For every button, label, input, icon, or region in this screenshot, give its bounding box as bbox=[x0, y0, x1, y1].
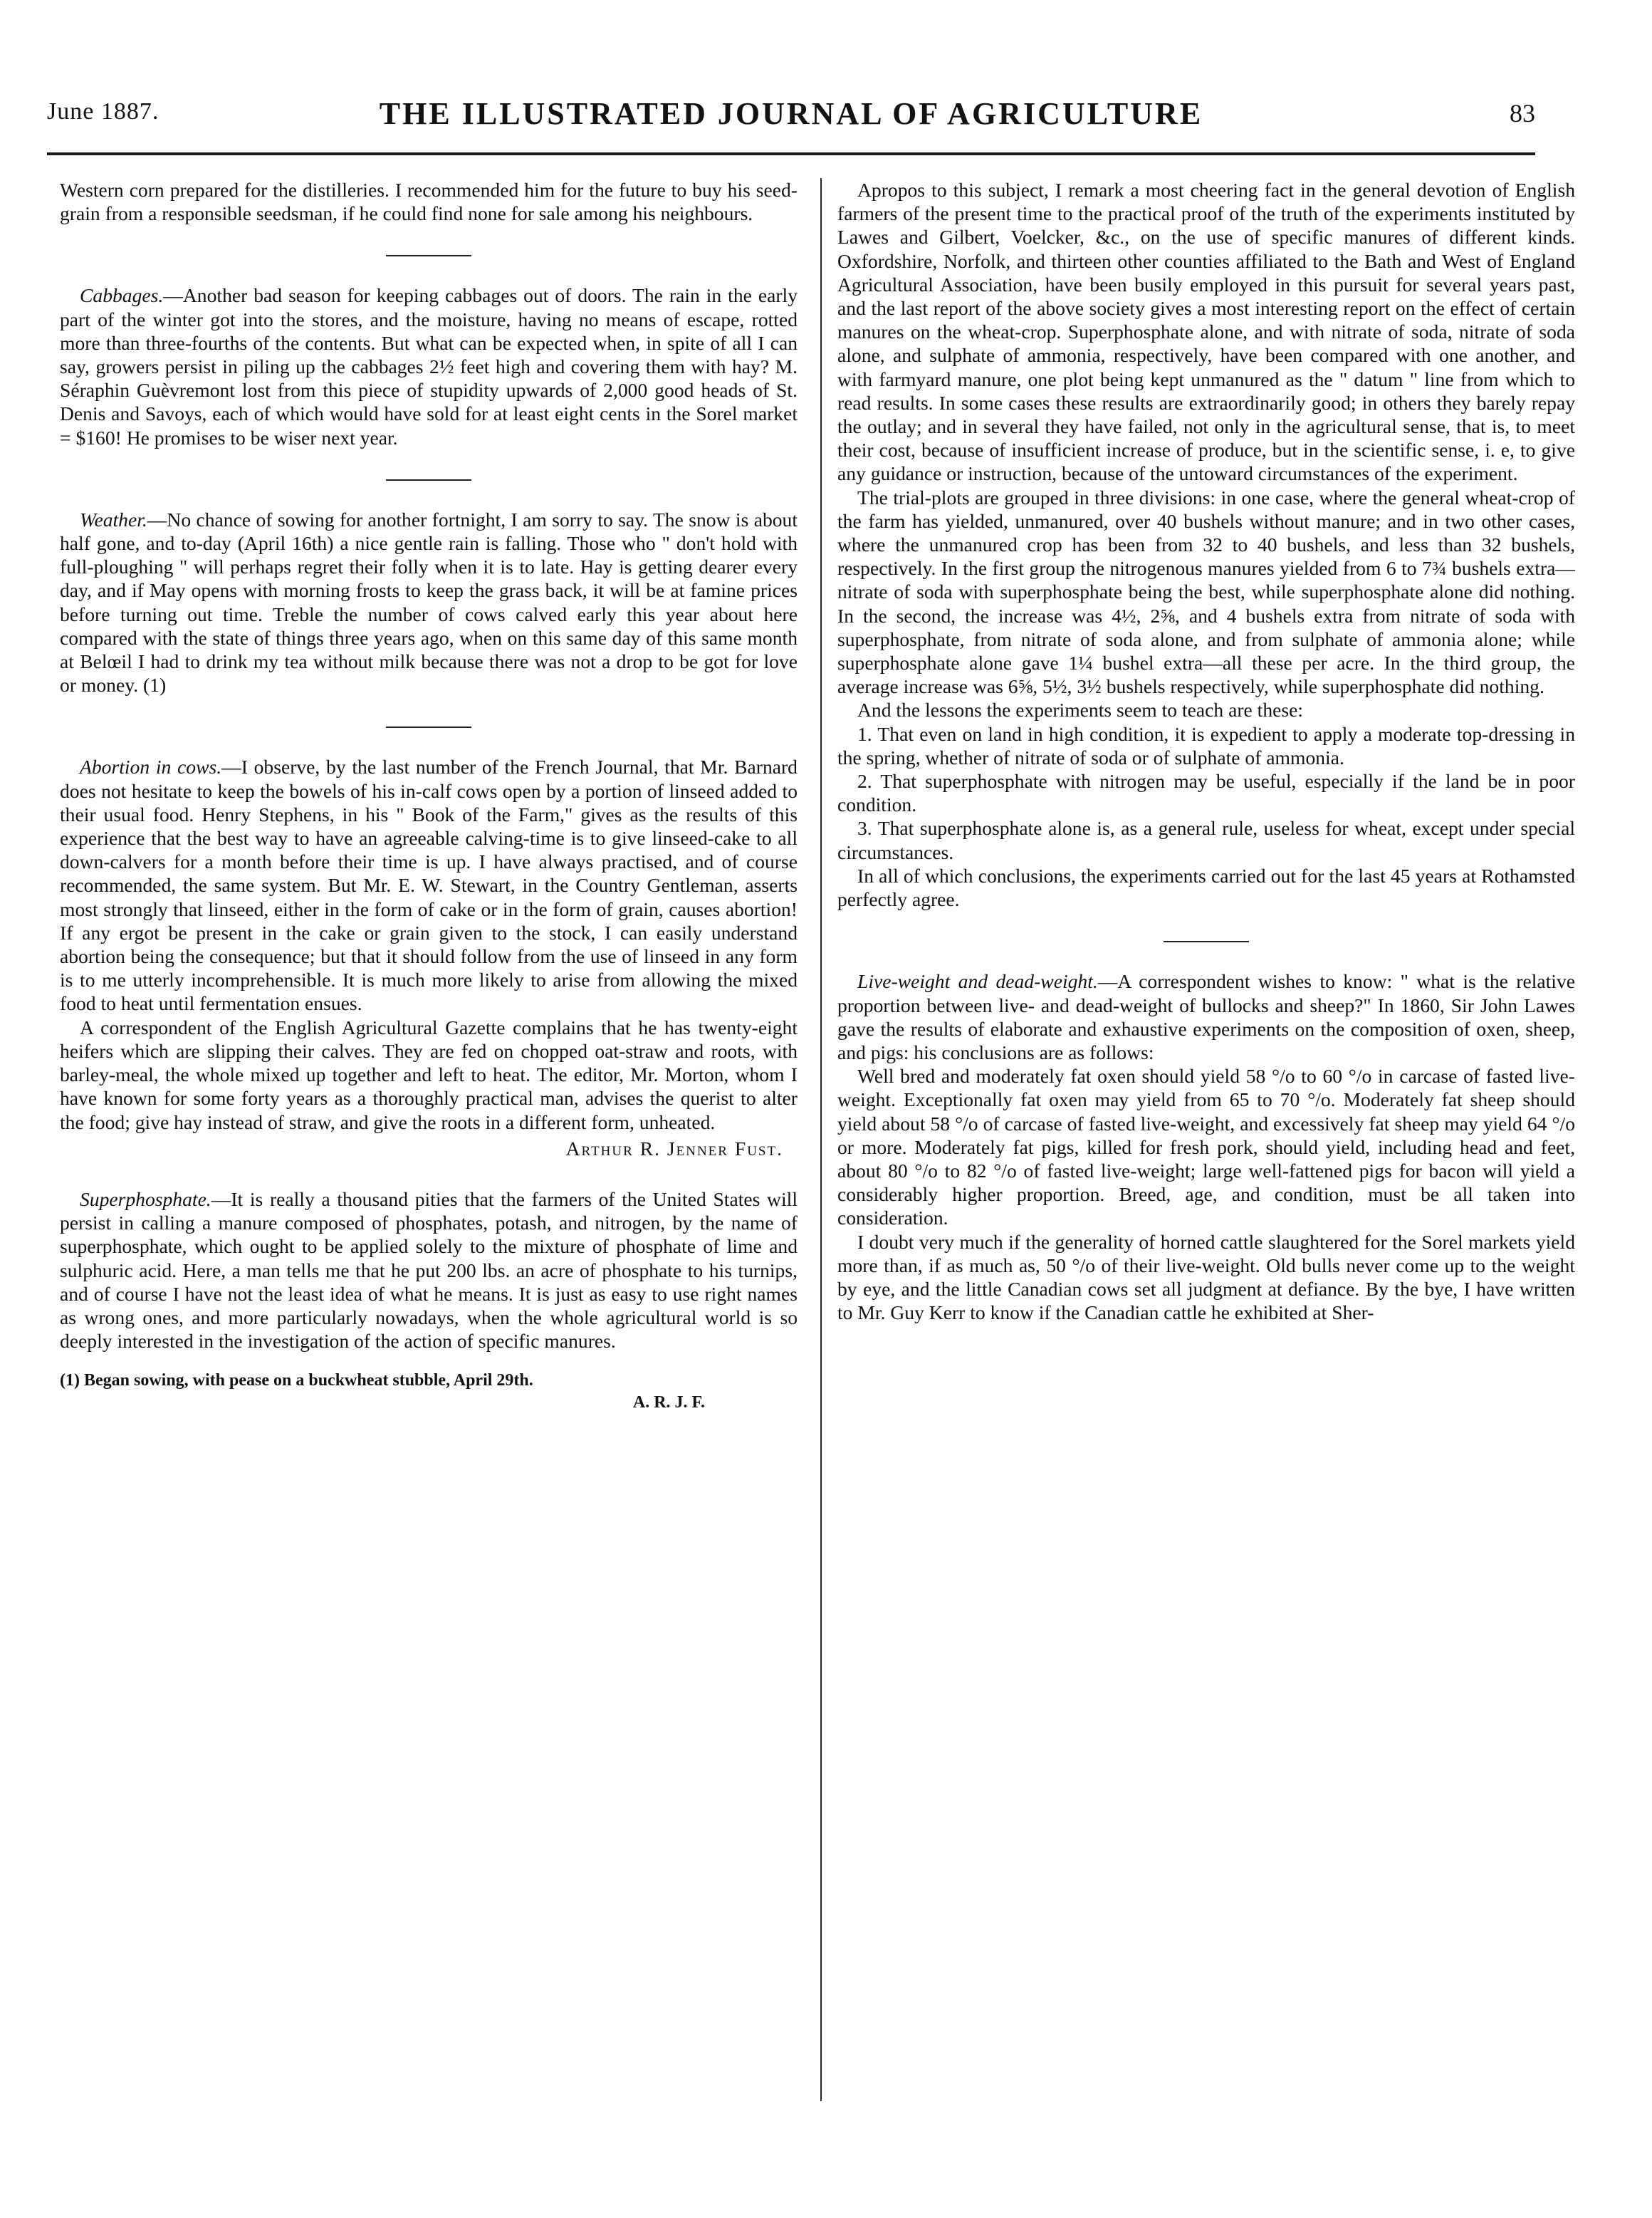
section-separator bbox=[386, 727, 471, 728]
abortion-heading: Abortion in cows. bbox=[80, 756, 222, 779]
author-signature: Arthur R. Jenner Fust. bbox=[565, 1137, 783, 1160]
weather-paragraph bbox=[60, 508, 798, 697]
apropos-paragraph: Apropos to this subject, I remark a most cheering fact in the general devotion of English farmers of the present time to the practical proof of the truth of the experiments instituted by Lawes and Gilbert, Voelcker, &c., on the use of specific manures of different kinds. Oxfordshire, Norfolk, and thirteen other counties affiliated to the Bath and West of England Agricultural Association, have been busily employed in this pursuit for several years past, and the last report of the above society gives a most interesting report on the effect of certain manures on the wheat-crop. Superphosphate alone, and with nitrate of soda, nitrate of soda alone, and sulphate of ammonia, respectively, have been compared with one another, and with farmyard manure, one plot being kept unmanured as the " datum " line from which to read results. In some cases these results are extraordinarily good; in others they barely repay the outlay; and in several they have failed, not only in the agricultural sense, that is, to meet their cost, because of insufficient increase of produce, but in the scientific sense, i. e, to give any guidance or instruction, because of the untoward circumstances of the experiment. bbox=[837, 179, 1575, 485]
cabbages-paragraph bbox=[60, 283, 798, 449]
lessons-list bbox=[837, 698, 1575, 863]
header-rule bbox=[47, 152, 1535, 155]
lesson-item: 1. That even on land in high condition, it is expedient to apply a moderate top-dressing in the spring, whether of nitrate of soda or of sulphate of ammonia. bbox=[837, 722, 1575, 769]
abortion-paragraph bbox=[60, 755, 798, 1015]
conclusions-paragraph: In all of which conclusions, the experiments carried out for the last 45 years at Rothamsted perfectly agree. bbox=[837, 864, 1575, 911]
issue-date: June 1887. bbox=[47, 98, 160, 125]
lessons-intro: And the lessons the experiments seem to teach are these: bbox=[857, 699, 1304, 722]
wellbred-paragraph: Well bred and moderately fat oxen should yield 58 °/o to 60 °/o in carcase of fasted live-weight. Exceptionally fat oxen may yield from 65 to 70 °/o. Moderately fat sheep should yield about 58 °/o of carcase of fasted live-weight, and excessively fat sheep may yield 64 °/o or more. Moderately fat pigs, killed for fresh pork, should yield, including head and feet, about 80 °/o to 82 °/o of fasted live-weight; large well-fattened pigs for bacon will yield a considerably higher proportion. Breed, age, and condition, must be all taken into consideration. bbox=[837, 1065, 1575, 1229]
intro-paragraph: Western corn prepared for the distilleries. I recommended him for the future to buy his seed-grain from a responsible seedsman, if he could find none for sale among his neighbours. bbox=[60, 179, 798, 225]
weather-heading: Weather. bbox=[80, 508, 147, 531]
trial-plots-paragraph: The trial-plots are grouped in three divisions: in one case, where the general wheat-crop of the farm has yielded, unmanured, over 40 bushels without manure; and in two other cases, where the unmanured crop has been from 32 to 40 bushels, and less than 32 bushels, respectively. In the first group the nitrogenous manures yielded from 6 to 7¾ bushels extra—nitrate of soda with superphosphate being the best, while superphosphate alone did nothing. In the second, the increase was 4½, 2⅝, and 4 bushels extra from nitrate of soda with superphosphate, from nitrate of soda alone, and from sulphate of ammonia alone; while superphosphate alone gave 1¼ bushel extra—all these per acre. In the third group, the average increase was 6⅝, 5½, 3½ bushels respectively, while superphosphate did nothing. bbox=[837, 486, 1575, 698]
section-separator bbox=[1164, 941, 1249, 942]
journal-title: THE ILLUSTRATED JOURNAL OF AGRICULTURE bbox=[379, 96, 1203, 131]
superphosphate-heading: Superphosphate. bbox=[80, 1187, 211, 1210]
doubt-paragraph: I doubt very much if the generality of horned cattle slaughtered for the Sorel markets yield more than, if as much as, 50 °/o of their live-weight. Old bulls never come up to the weight by eye, and the little Canadian cows set all judgment at defiance. By the bye, I have written to Mr. Guy Kerr to know if the Canadian cattle he exhibited at Sher- bbox=[837, 1230, 1575, 1324]
page-header bbox=[47, 91, 1535, 134]
liveweight-heading: Live-weight and dead-weight. bbox=[857, 970, 1098, 993]
cabbages-body: —Another bad season for keeping cabbages out of doors. The rain in the early part of the winter got into the stores, and the moisture, having no means of escape, rotted more than three-fourths of the contents. But what can be expected when, in spite of all I can say, growers persist in piling up the cabbages 2½ feet high and covering them with hay? M. Séraphin Guèvremont lost from this piece of stupidity upwards of 2,000 good heads of St. Denis and Savoys, each of which would have sold for at least eight cents in the Sorel market = $160! He promises to be wiser next year. bbox=[60, 284, 798, 449]
column-divider bbox=[820, 178, 822, 2101]
page-number: 83 bbox=[1510, 99, 1535, 127]
liveweight-paragraph bbox=[837, 969, 1575, 1064]
section-separator bbox=[386, 479, 471, 481]
lesson-item: 3. That superphosphate alone is, as a general rule, useless for wheat, except under special circumstances. bbox=[837, 817, 1575, 863]
abortion-body: —I observe, by the last number of the French Journal, that Mr. Barnard does not hesitate to keep the bowels of his in-calf cows open by a portion of linseed added to their usual food. Henry Stephens, in his " Book of the Farm," gives as the results of this experience that the best way to have an agreeable calving-time is to give linseed-cake to all down-calvers for a month before their time is up. I have always practised, and of course recommended, the same system. But Mr. E. W. Stewart, in the Country Gentleman, asserts most strongly that linseed, either in the form of cake or in the form of grain, causes abortion! If any ergot be present in the cake or grain given to the stock, I can easily understand abortion being the consequence; but that it should follow from the use of linseed in any form is to me utterly incomprehensible. It is much more likely to arise from allowing the mixed food to heat until fermentation ensues. bbox=[60, 756, 798, 1015]
liveweight-body: —A correspondent wishes to know: " what is the relative proportion between live- and dead-weight of bullocks and sheep?" In 1860, Sir John Lawes gave the results of elaborate and exhaustive experiments on the composition of oxen, sheep, and pigs: his conclusions are as follows: bbox=[837, 970, 1575, 1063]
lesson-item: 2. That superphosphate with nitrogen may be useful, especially if the land be in poor condition. bbox=[837, 770, 1575, 816]
left-column bbox=[60, 178, 798, 1415]
right-column bbox=[837, 178, 1575, 1324]
correspondent-paragraph: A correspondent of the English Agricultural Gazette complains that he has twenty-eight heifers which are slipping their calves. They are fed on chopped oat-straw and roots, with barley-meal, the whole mixed up together and left to heat. The editor, Mr. Morton, whom I have known for some forty years as a thoroughly practical man, advises the querist to alter the food; give hay instead of straw, and give the roots in a different form, unheated. bbox=[60, 1016, 798, 1133]
footnote: (1) Began sowing, with pease on a buckwheat stubble, April 29th. bbox=[60, 1371, 533, 1390]
superphosphate-paragraph bbox=[60, 1187, 798, 1353]
cabbages-heading: Cabbages. bbox=[80, 284, 164, 307]
weather-body: —No chance of sowing for another fortnight, I am sorry to say. The snow is about half gone, and to-day (April 16th) a nice gentle rain is falling. Those who " don't hold with full-ploughing " will perhaps regret their folly when it is to late. Hay is getting dearer every day, and if May opens with morning frosts to keep the grass back, it will be at famine prices before turning out time. Treble the number of cows calved early this year about here compared with the state of things three years ago, when on this same day of this same month at Belœil I had to drink my tea without milk because there was not a drop to be got for love or money. (1) bbox=[60, 508, 798, 697]
footnote-signature: A. R. J. F. bbox=[632, 1393, 705, 1412]
section-separator bbox=[386, 255, 471, 256]
superphosphate-body: —It is really a thousand pities that the farmers of the United States will persist in calling a manure composed of phosphates, potash, and nitrogen, by the name of superphosphate, which ought to be applied solely to the mixture of phosphate of lime and sulphuric acid. Here, a man tells me that he put 200 lbs. an acre of phosphate to his turnips, and of course I have not the least idea of what he means. It is just as easy to use right names as wrong ones, and more particularly nowadays, when the whole agricultural world is so deeply interested in the investigation of the action of specific manures. bbox=[60, 1187, 798, 1353]
